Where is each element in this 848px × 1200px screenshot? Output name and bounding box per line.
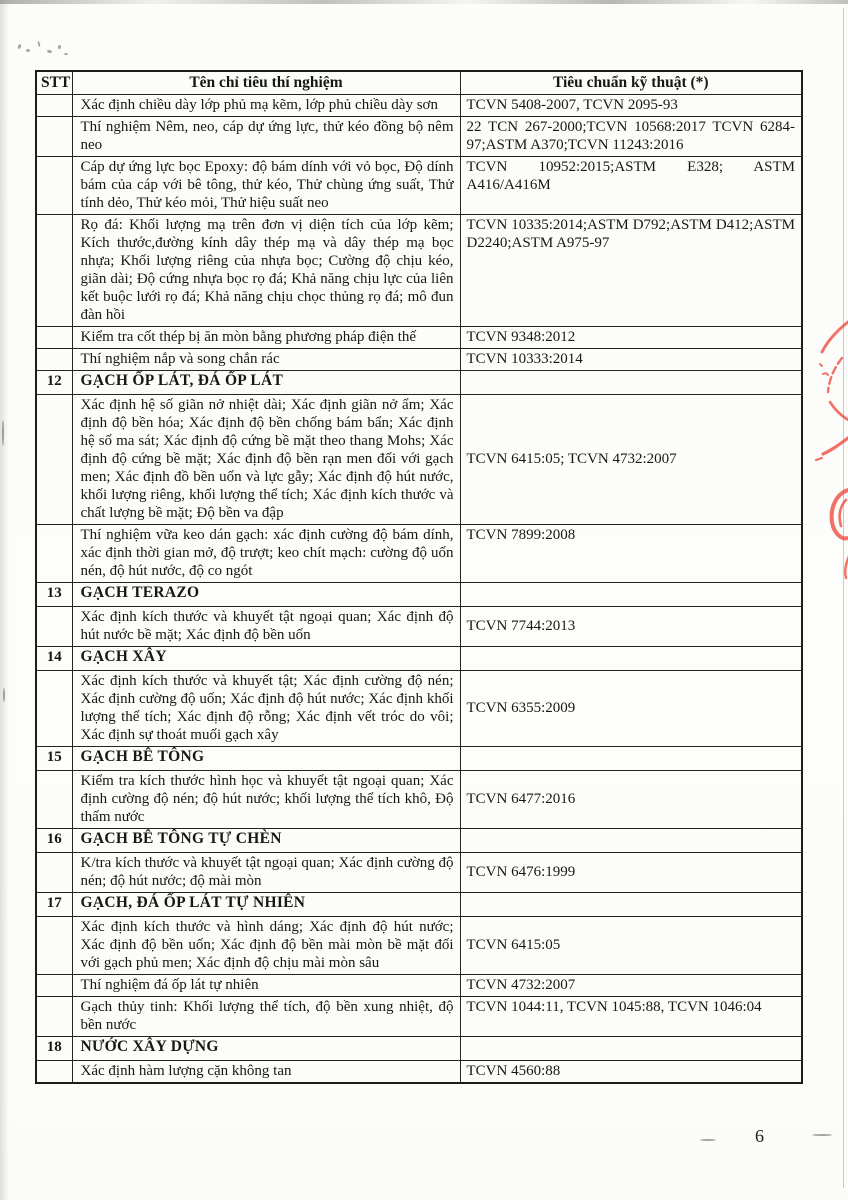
table-row bbox=[36, 853, 802, 893]
row-stt-cell: 14 bbox=[36, 647, 72, 671]
row-standard-cell: TCVN 4732:2007 bbox=[460, 975, 802, 997]
scan-edge-artifact bbox=[843, 8, 844, 1188]
row-stt-cell: 15 bbox=[36, 747, 72, 771]
table-row bbox=[36, 395, 802, 525]
row-test-name-cell: Cáp dự ứng lực bọc Epoxy: độ bám dính với vỏ bọc, Độ dính bám của cáp với bê tông, thử kéo, Thử chùng ứng suất, Thử tính dẻo, Thử kéo mỏi, Thử hiệu suất neo bbox=[72, 157, 460, 215]
row-test-name-cell: NƯỚC XÂY DỰNG bbox=[72, 1037, 460, 1061]
row-standard-cell: TCVN 10333:2014 bbox=[460, 349, 802, 371]
table-row bbox=[36, 327, 802, 349]
table-row bbox=[36, 525, 802, 583]
row-standard-cell: TCVN 6415:05 bbox=[460, 917, 802, 975]
row-test-name-cell: Rọ đá: Khối lượng mạ trên đơn vị diện tích của lớp kẽm; Kích thước,đường kính dây thép mạ và dây thép mạ bọc nhựa; Khối lượng riêng của nhựa bọc; Cường độ chịu kéo, giãn dài; Độ cứng nhựa bọc rọ đá; Khả năng chịu lực của liên kết buộc lưới rọ đá; Khả năng chịu chọc thủng rọ đá; mô đun đàn hồi bbox=[72, 215, 460, 327]
row-standard-cell: TCVN 7899:2008 bbox=[460, 525, 802, 583]
row-stt-cell bbox=[36, 117, 72, 157]
row-test-name-cell: Thí nghiệm vữa keo dán gạch: xác định cường độ bám dính, xác định thời gian mở, độ trượt; keo chít mạch: cường độ uốn nén, độ hút nước, độ co ngót bbox=[72, 525, 460, 583]
page-number: 6 bbox=[755, 1126, 764, 1146]
table-row bbox=[36, 975, 802, 997]
row-stt-cell bbox=[36, 157, 72, 215]
row-test-name-cell: Kiểm tra kích thước hình học và khuyết tật ngoại quan; Xác định cường độ nén; độ hút nước; khối lượng thể tích khô, Độ thấm nước bbox=[72, 771, 460, 829]
row-stt-cell bbox=[36, 997, 72, 1037]
row-stt-cell bbox=[36, 607, 72, 647]
row-stt-cell bbox=[36, 215, 72, 327]
row-stt-cell bbox=[36, 853, 72, 893]
col-header-standard: Tiêu chuẩn kỹ thuật (*) bbox=[460, 71, 802, 95]
row-standard-cell: TCVN 1044:11, TCVN 1045:88, TCVN 1046:04 bbox=[460, 997, 802, 1037]
row-standard-cell: TCVN 6415:05; TCVN 4732:2007 bbox=[460, 395, 802, 525]
row-stt-cell bbox=[36, 349, 72, 371]
row-test-name-cell: GẠCH XÂY bbox=[72, 647, 460, 671]
table-row bbox=[36, 215, 802, 327]
scan-edge-artifact bbox=[0, 0, 9, 1200]
table-row bbox=[36, 771, 802, 829]
row-stt-cell bbox=[36, 327, 72, 349]
row-stt-cell bbox=[36, 771, 72, 829]
row-test-name-cell: Xác định hàm lượng cặn không tan bbox=[72, 1061, 460, 1084]
col-header-test-name: Tên chỉ tiêu thí nghiệm bbox=[72, 71, 460, 95]
row-standard-cell bbox=[460, 893, 802, 917]
row-test-name-cell: Xác định hệ số giãn nở nhiệt dài; Xác định giãn nở ẩm; Xác định độ bền hóa; Xác định độ bền chống bám bẩn; Xác định hệ số ma sát; Xác định độ cứng bề mặt theo thang Mohs; Xác định độ cứng bề mặt; Xác định độ bền rạn men đối với gạch men; Xác định đồ bền uốn và lực gẫy; Xác định độ hút nước, khối lượng riêng, khối lượng thể tích; Xác định kích thước và chất lượng bề mặt; Độ bền va đập bbox=[72, 395, 460, 525]
row-standard-cell: TCVN 9348:2012 bbox=[460, 327, 802, 349]
row-test-name-cell: Thí nghiệm Nêm, neo, cáp dự ứng lực, thử kéo đồng bộ nêm neo bbox=[72, 117, 460, 157]
table-row bbox=[36, 997, 802, 1037]
table-row bbox=[36, 829, 802, 853]
row-standard-cell bbox=[460, 829, 802, 853]
table-row bbox=[36, 1061, 802, 1084]
table-row bbox=[36, 117, 802, 157]
row-stt-cell: 13 bbox=[36, 583, 72, 607]
row-stt-cell bbox=[36, 525, 72, 583]
table-row bbox=[36, 747, 802, 771]
row-standard-cell: TCVN 6355:2009 bbox=[460, 671, 802, 747]
row-test-name-cell: Xác định chiều dày lớp phủ mạ kẽm, lớp phủ chiều dày sơn bbox=[72, 95, 460, 117]
row-test-name-cell: Xác định kích thước và khuyết tật ngoại quan; Xác định độ hút nước bề mặt; Xác định độ bền uốn bbox=[72, 607, 460, 647]
table-row bbox=[36, 349, 802, 371]
test-standards-table bbox=[35, 70, 803, 1084]
row-stt-cell: 16 bbox=[36, 829, 72, 853]
row-stt-cell bbox=[36, 395, 72, 525]
table-row bbox=[36, 893, 802, 917]
row-test-name-cell: GẠCH BÊ TÔNG bbox=[72, 747, 460, 771]
row-test-name-cell: K/tra kích thước và khuyết tật ngoại quan; Xác định cường độ nén; độ hút nước; độ mài mòn bbox=[72, 853, 460, 893]
scan-edge-artifact bbox=[0, 0, 848, 4]
row-standard-cell: TCVN 5408-2007, TCVN 2095-93 bbox=[460, 95, 802, 117]
table-row bbox=[36, 647, 802, 671]
row-standard-cell bbox=[460, 647, 802, 671]
row-test-name-cell: Gạch thủy tinh: Khối lượng thể tích, độ bền xung nhiệt, độ bền nước bbox=[72, 997, 460, 1037]
row-standard-cell: TCVN 6476:1999 bbox=[460, 853, 802, 893]
row-stt-cell: 18 bbox=[36, 1037, 72, 1061]
row-test-name-cell: Xác định kích thước và hình dáng; Xác định độ hút nước; Xác định độ bền uốn; Xác định độ bền mài mòn bề mặt đối với gạch phủ men; Xác định độ chịu mài mòn sâu bbox=[72, 917, 460, 975]
row-standard-cell: TCVN 7744:2013 bbox=[460, 607, 802, 647]
row-standard-cell bbox=[460, 747, 802, 771]
table-row bbox=[36, 95, 802, 117]
col-header-stt: STT bbox=[36, 71, 72, 95]
table-row bbox=[36, 371, 802, 395]
row-stt-cell bbox=[36, 975, 72, 997]
row-stt-cell bbox=[36, 917, 72, 975]
row-stt-cell bbox=[36, 95, 72, 117]
row-test-name-cell: GẠCH ỐP LÁT, ĐÁ ỐP LÁT bbox=[72, 371, 460, 395]
row-stt-cell bbox=[36, 671, 72, 747]
row-test-name-cell: GẠCH, ĐÁ ỐP LÁT TỰ NHIÊN bbox=[72, 893, 460, 917]
row-standard-cell: TCVN 10952:2015;ASTM E328; ASTM A416/A416M bbox=[460, 157, 802, 215]
row-test-name-cell: GẠCH TERAZO bbox=[72, 583, 460, 607]
row-test-name-cell: Kiểm tra cốt thép bị ăn mòn bằng phương pháp điện thế bbox=[72, 327, 460, 349]
table-row bbox=[36, 917, 802, 975]
row-test-name-cell: Thí nghiệm đá ốp lát tự nhiên bbox=[72, 975, 460, 997]
table-row bbox=[36, 607, 802, 647]
table-header-row bbox=[36, 71, 802, 95]
row-test-name-cell: Xác định kích thước và khuyết tật; Xác định cường độ nén; Xác định cường độ uốn; Xác định độ hút nước; Xác định khối lượng thể tích; Xác định độ rỗng; Xác định vết tróc do vôi; Xác định sự thoát muối gạch xây bbox=[72, 671, 460, 747]
row-stt-cell: 17 bbox=[36, 893, 72, 917]
row-standard-cell bbox=[460, 371, 802, 395]
row-standard-cell: 22 TCN 267-2000;TCVN 10568:2017 TCVN 6284-97;ASTM A370;TCVN 11243:2016 bbox=[460, 117, 802, 157]
row-standard-cell bbox=[460, 1037, 802, 1061]
table-row bbox=[36, 157, 802, 215]
row-stt-cell bbox=[36, 1061, 72, 1084]
row-stt-cell: 12 bbox=[36, 371, 72, 395]
red-ink-stamp-edge bbox=[808, 318, 848, 580]
row-test-name-cell: Thí nghiệm nắp và song chắn rác bbox=[72, 349, 460, 371]
row-test-name-cell: GẠCH BÊ TÔNG TỰ CHÈN bbox=[72, 829, 460, 853]
row-standard-cell bbox=[460, 583, 802, 607]
table-row bbox=[36, 583, 802, 607]
row-standard-cell: TCVN 10335:2014;ASTM D792;ASTM D412;ASTM D2240;ASTM A975-97 bbox=[460, 215, 802, 327]
table-row bbox=[36, 671, 802, 747]
table-row bbox=[36, 1037, 802, 1061]
row-standard-cell: TCVN 4560:88 bbox=[460, 1061, 802, 1084]
row-standard-cell: TCVN 6477:2016 bbox=[460, 771, 802, 829]
